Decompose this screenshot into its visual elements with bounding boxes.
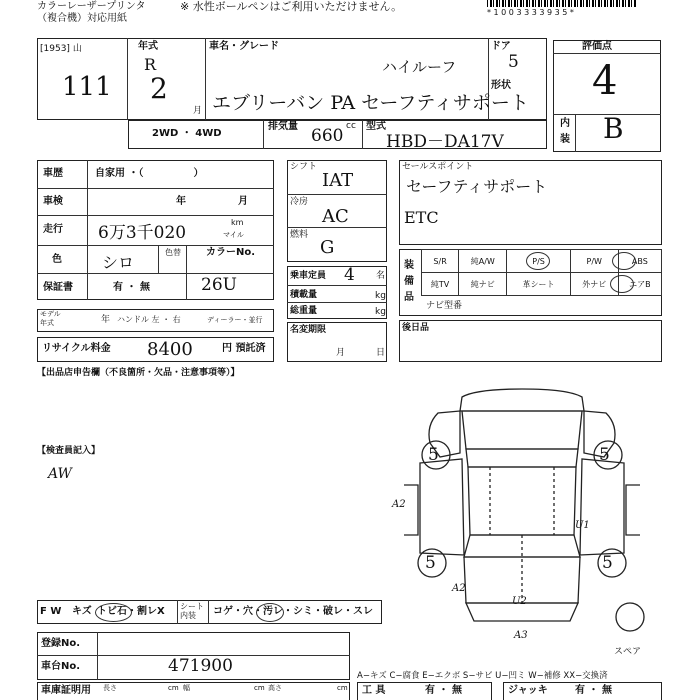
equip-ext-navi: 外ナビ [570,273,618,296]
lot-code [40,44,82,54]
mileage-unit-mile: マイル [223,231,244,239]
mileage-unit-km: km [231,218,244,227]
inspector-notes-text: AW [48,466,72,482]
lot-code-text: [1953] [40,44,70,54]
seat-label: シート内装 [180,602,204,620]
capacity-label: 乗車定員 [290,271,327,281]
gross-weight-unit: kg [375,307,386,317]
cert-height: 高さ [268,684,282,692]
color-code-label: カラーNo. [206,247,256,258]
cert-length: 長さ [103,684,117,692]
shape-label: 形状 [491,80,511,91]
windshield [466,449,578,467]
jack-value: 有 ・ 無 [575,685,612,696]
warranty-label: 保証書 [43,282,73,293]
mark-bottom: A3 [514,630,528,641]
handle-text: ハンドル 左 ・ 右 [117,315,181,324]
year-unit: 月 [193,106,203,116]
recycle-value: 8400 [147,339,193,360]
warranty-value: 有 ・ 無 [113,282,150,293]
interior-label-2: 装 [560,134,570,145]
sales-point-label: セールスポイント [402,162,474,172]
tools-value: 有 ・ 無 [425,685,462,696]
mark-front-left: 5 [428,445,439,465]
year-label: 年式 [138,41,158,52]
cert-cm-3: cm [337,684,348,692]
ac-label: 冷房 [290,197,309,207]
model-code-value: HBD－DA17V [386,132,504,152]
color-change-label: 色替 [165,248,181,257]
equipment-label: 装備品 [404,260,414,303]
displacement-value: 660 [311,126,344,146]
name-change-day: 日 [376,348,386,358]
vehicle-grade-top: ハイルーフ [382,58,457,76]
roof [468,467,576,535]
equip-abs: ABS [618,250,661,273]
ps-circle [526,252,550,270]
inspection-month-unit: 月 [238,196,248,207]
right-side [580,459,624,555]
barcode-text: * 1 0 0 3 3 3 3 9 3 5 * [487,8,574,17]
cert-width: 幅 [183,684,190,692]
model-year-label: モデル年式 [40,310,61,327]
door-value: 5 [508,52,519,72]
tools-label: 工 具 [362,685,386,696]
color-label: 色 [52,254,62,265]
cert-cm-1: cm [168,684,179,692]
navi-model-label: ナビ型番 [426,301,463,311]
equip-airbag: エアB [618,273,661,296]
model-year-unit: 年 [101,315,111,325]
shift-value: IAT [322,170,354,191]
barcode [487,0,637,7]
recycle-unit: 円 預託済 [222,343,266,354]
equip-pw: P/W [570,250,618,273]
mileage-value: 6万3千020 [98,223,187,243]
equip-ps: P/S [507,250,570,273]
mark-body-right: U1 [575,520,590,531]
exhibitor-notes-label: 【出品店申告欄（不良箇所・欠品・注意事項等）】 [37,368,240,378]
lot-code-suffix: 山 [72,44,82,54]
door-label: ドア [491,41,511,52]
certificate-label: 車庫証明用 [41,685,91,696]
ac-value: AC [322,206,349,227]
load-unit: kg [375,291,386,301]
vehicle-name: エブリーバン PA セーフティサポート [212,92,529,114]
inspector-notes-label: 【検査員記入】 [37,446,101,456]
airbag-circle [610,275,634,293]
inspection-label: 車検 [43,196,63,207]
equip-leather: 革シート [507,273,570,296]
left-side [420,459,464,555]
fuel-label: 燃料 [290,230,309,240]
drive-text: 2WD ・ 4WD [152,128,222,139]
color-value: シロ [102,253,135,272]
spare-label: スペア [614,647,642,657]
interior-label-1: 内 [560,118,570,129]
spare-tire [616,603,644,631]
notice-text: ※ 水性ボールペンはご利用いただけません。 [180,0,403,13]
mileage-label: 走行 [43,224,63,235]
name-change-month: 月 [336,348,346,358]
seat-items: コゲ・穴・汚レ・シミ・破レ・スレ [213,606,373,617]
year-value: 2 [150,72,168,105]
evaluation-label: 評価点 [582,41,612,52]
evaluation-score: 4 [592,58,618,104]
capacity-unit: 名 [376,271,386,281]
mark-rear-center: U2 [512,596,527,607]
vehicle-name-label: 車名・グレード [209,41,279,52]
history-label: 車歴 [43,168,63,179]
interior-score: B [603,112,624,145]
shift-label: シフト [290,162,318,172]
equip-sr: S/R [422,250,459,273]
cert-cm-2: cm [254,684,265,692]
mark-front-right: 5 [599,445,610,465]
printer-line-2: （複合機）対応用紙 [37,13,127,24]
lot-number: 111 [62,72,112,102]
front-bumper [460,389,584,411]
equip-alloy: 純A/W [459,250,507,273]
sales-point-line-2: ETC [404,208,439,227]
sales-point-box [399,160,662,245]
equip-navi: 純ナビ [459,273,507,296]
hood [462,411,582,449]
fw-label: F W [40,606,62,617]
later-date-label: 後日品 [402,323,430,333]
mark-rear-left: 5 [425,553,436,573]
printer-line-1: カラーレーザープリンタ [37,1,146,12]
scratch-items: トビ石・割レX [97,606,165,617]
abs-circle [612,252,636,270]
dealer-text: ディーラー・並行 [207,316,263,324]
mark-rear-left-area: A2 [452,583,466,594]
model-code-label: 型式 [366,121,386,132]
sales-point-line-1: セーフティサポート [406,177,548,196]
right-mirror-area [626,485,640,535]
equip-tv: 純TV [422,273,459,296]
recycle-label: リサイクル料金 [42,343,111,354]
year-era: R [144,55,157,74]
fuel-value: G [320,237,335,258]
displacement-unit: cc [346,121,356,131]
chassis-value: 471900 [168,656,233,676]
mark-rear-right: 5 [602,553,613,573]
gross-weight-label: 総重量 [290,306,318,316]
jack-label: ジャッキ [508,685,548,696]
scratch-label: キズ [72,606,92,617]
left-mirror-area [404,485,418,535]
stone-chip-circle [95,603,132,622]
capacity-value: 4 [344,265,355,285]
chassis-label: 車台No. [41,661,81,672]
inspection-year-unit: 年 [176,196,186,207]
displacement-label: 排気量 [268,121,298,132]
damage-legend: A−キズ C−腐食 E−エクボ S−サビ U−凹ミ W−補修 XX−交換済 [357,671,608,681]
registration-label: 登録No. [41,638,81,649]
color-code-value: 26U [201,275,237,295]
history-value: 自家用 ・（ ） [95,168,204,179]
dirt-circle [256,603,284,622]
mark-side-left: A2 [392,499,406,510]
load-label: 積載量 [290,290,318,300]
later-date-box [399,320,662,362]
name-change-label: 名変期限 [290,325,327,335]
